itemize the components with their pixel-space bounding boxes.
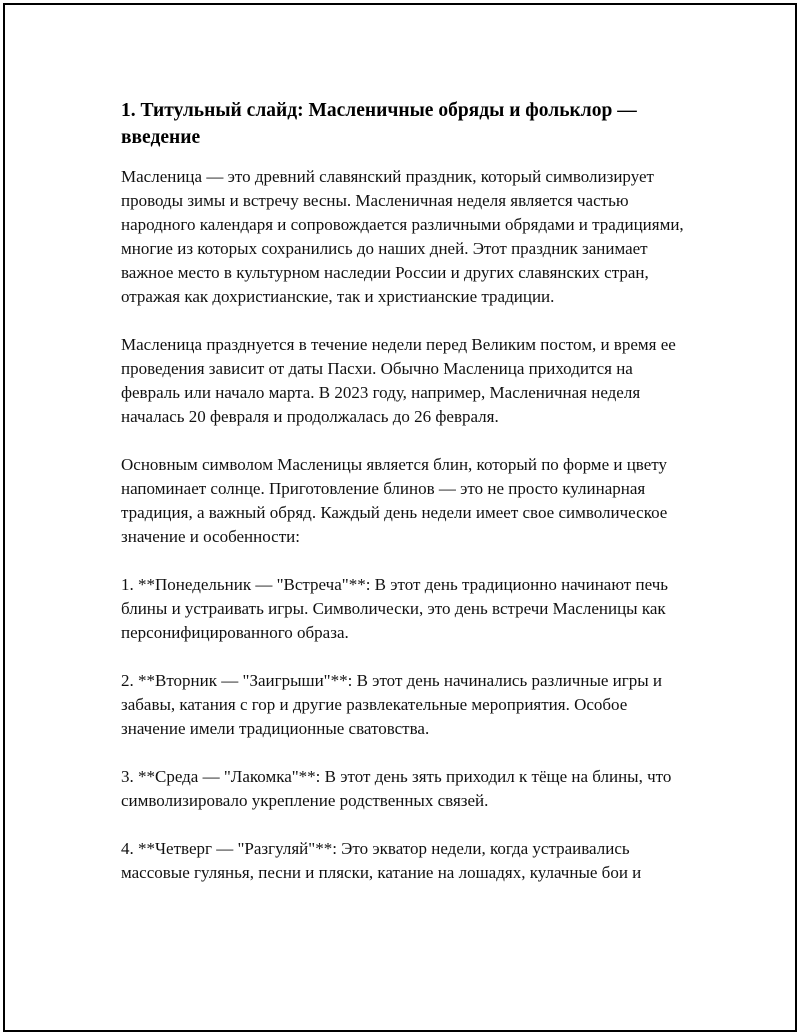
list-item-monday: 1. **Понедельник — "Встреча"**: В этот день традиционно начинают печь блины и устраивать игры. Символически, это день встречи Масленицы как персонифицированного образа. [121, 575, 669, 642]
date-paragraph: Масленица празднуется в течение недели перед Великим постом, и время ее проведения зависит от даты Пасхи. Обычно Масленица приходится на февраль или начало марта. В 2023 году, например, Масленичная неделя началась 20 февраля и продолжалась до 26 февраля. [121, 335, 676, 426]
list-item-thursday: 4. **Четверг — "Разгуляй"**: Это экватор недели, когда устраивались массовые гулянья, песни и пляски, катание на лошадях, кулачные бои и [121, 839, 642, 882]
intro-paragraph: Масленица — это древний славянский праздник, который символизирует проводы зимы и встречу весны. Масленичная неделя является частью народного календаря и сопровождается различными обрядами и традициями, многие из которых сохранились до наших дней. Этот праздник занимает важное место в культурном наследии России и других славянских стран, отражая как дохристианские, так и христианские традиции. [121, 167, 684, 306]
document-content [121, 97, 693, 909]
list-item-wednesday: 3. **Среда — "Лакомка"**: В этот день зять приходил к тёще на блины, что символизировало укрепление родственных связей. [121, 767, 672, 810]
document-page [3, 3, 797, 1032]
symbol-paragraph: Основным символом Масленицы является блин, который по форме и цвету напоминает солнце. Приготовление блинов — это не просто кулинарная традиция, а важный обряд. Каждый день недели имеет свое символическое значение и особенности: [121, 455, 668, 546]
list-item-tuesday: 2. **Вторник — "Заигрыши"**: В этот день начинались различные игры и забавы, катания с гор и другие развлекательные мероприятия. Особое значение имели традиционные сватовства. [121, 671, 663, 738]
slide-heading: 1. Титульный слайд: Масленичные обряды и фольклор — введение [121, 100, 637, 148]
